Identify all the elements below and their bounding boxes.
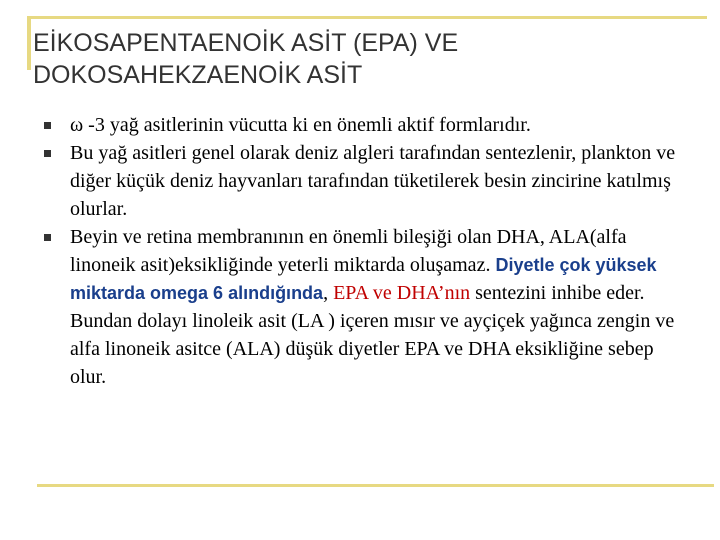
bullet-3-text-part5: sentezini inhibe eder. Bundan dolayı linoleik asit (LA ) içeren mısır ve ayçiçek yağınca zengin ve alfa linoneik asitce (ALA) düşük diyetler EPA ve DHA eksikliğine sebep olur. <box>70 282 675 388</box>
square-bullet-icon <box>44 122 51 129</box>
decorative-corner-vertical <box>27 16 31 70</box>
title-line-2: DOKOSAHEKZAENOİK ASİT <box>33 61 363 89</box>
bullet-item-3 <box>44 223 694 391</box>
bullet-item-2 <box>44 139 694 223</box>
bullet-3-emphasis-blue: Diyetle çok yüksek miktarda omega 6 alındığında <box>70 255 657 303</box>
bullet-1-text: ω -3 yağ asitlerinin vücutta ki en önemli aktif formlarıdır. <box>70 114 531 136</box>
bullet-3-text-part3: , <box>323 282 334 304</box>
bullet-2-text: Bu yağ asitleri genel olarak deniz algleri tarafından sentezlenir, plankton ve diğer küçük deniz hayvanları tarafından tüketilerek besin zincirine katılmış olurlar. <box>70 142 676 220</box>
decorative-top-rule <box>27 16 707 19</box>
title-line-1: EİKOSAPENTAENOİK ASİT (EPA) VE <box>33 29 459 57</box>
bullet-3-text-part1: Beyin ve retina membranının en önemli bileşiği olan DHA, ALA(alfa linoneik asit)eksikliğinde yeterli miktarda oluşamaz. <box>70 226 627 276</box>
bullet-list <box>44 111 694 391</box>
decorative-bottom-rule <box>37 484 714 487</box>
bullet-item-1 <box>44 111 694 139</box>
square-bullet-icon <box>44 150 51 157</box>
bullet-3-emphasis-red: EPA ve DHA’nın <box>333 282 471 304</box>
square-bullet-icon <box>44 234 51 241</box>
slide-title <box>33 27 693 91</box>
